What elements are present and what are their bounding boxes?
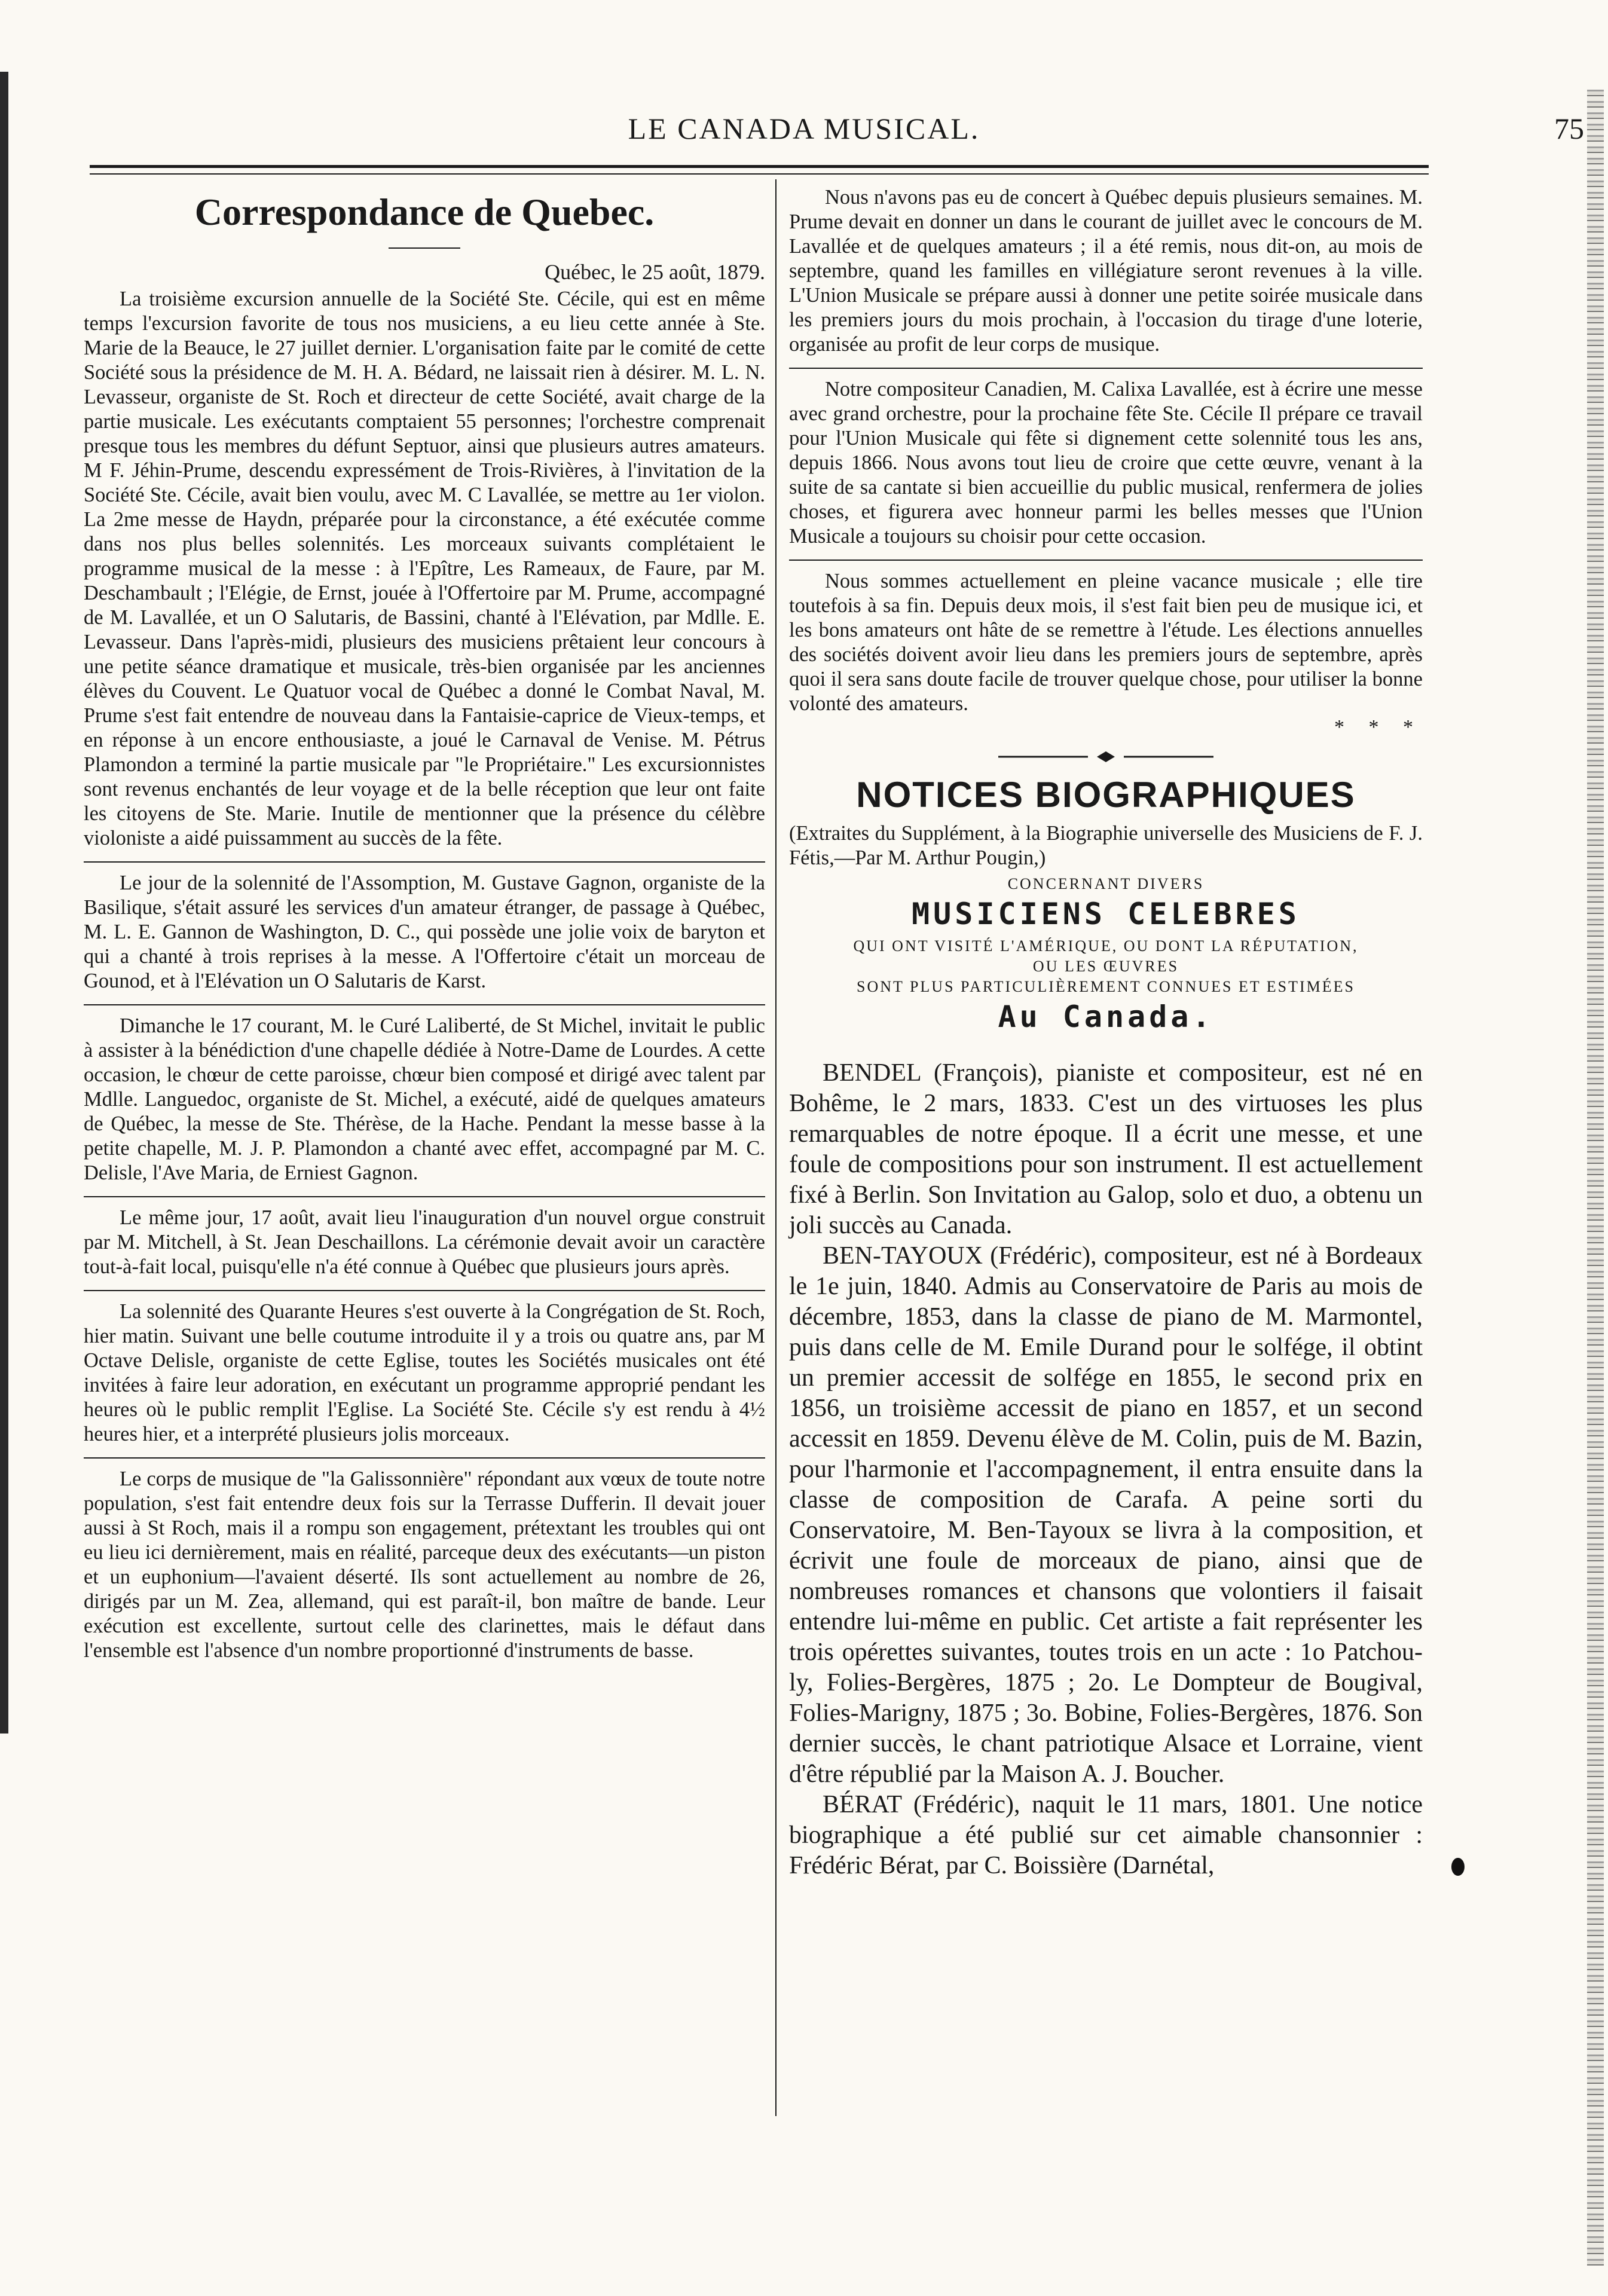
paragraph-separator: [84, 1196, 765, 1197]
paragraph-separator: [84, 1004, 765, 1005]
article-paragraph: La solennité des Quarante Heures s'est ouverte à la Congrégation de St. Roch, hier matin. Suivant une belle coutume introduite il y a trois ou quatre ans, par M Octave Delisle, organiste de cette Eglise, toutes les Sociétés musicales ont été invitées à faire leur adoration, en exécutant un programme approprié pendant les heures où le public remplit l'Eglise. La Société Ste. Cécile s'y est rendu à 4½ heures hier, et a interprété plusieurs jolis morceaux.: [84, 1300, 765, 1445]
dateline: Québec, le 25 août, 1879.: [545, 260, 765, 284]
title-underline: [389, 247, 460, 249]
bio-entry-ben-tayoux: BEN-TAYOUX (Frédéric), compositeur, est né à Bordeaux le 1e juin, 1840. Admis au Conservatoire de Paris au mois de décembre, 1853, dans la classe de piano de M. Marmontel, puis dans celle de M. Emile Durand pour le solfége, il obtint un premier accessit de solfége en 1855, le second prix en 1856, un troisième accessit de piano en 1857, et un second accessit en 1859. Devenu élève de M. Colin, puis de M. Bazin, pour l'harmonie et l'accompagnement, il entra ensuite dans la classe de composition de Carafa. A peine sorti du Conservatoire, M. Ben-Tayoux se livra à la composition, et écrivit une foule de morceaux de piano, ainsi que de nombreuses romances et chansons que volontiers il faisait entendre lui-même en public. Cet artiste a fait représenter les trois opérettes suivantes, toutes trois en un acte : 1o Patchou-ly, Folies-Bergères, 1875 ; 2o. Le Dompteur de Bougival, Folies-Marigny, 1875 ; 3o. Bobine, Folies-Bergères, 1876. Son dernier succès, le chant patriotique Alsace et Lorraine, vient d'être républié par la Maison A. J. Boucher.: [789, 1242, 1423, 1788]
article-paragraph: Le jour de la solennité de l'Assomption, M. Gustave Gagnon, organiste de la Basilique, s'était assuré les services d'un amateur étranger, de passage à Québec, M. L. E. Gannon de Washington, D. C., qui possède une jolie voix de baryton et qui a chanté à trois reprises à la messe. A l'Offertoire c'était un morceau de Gounod, et à l'Elévation un O Salutaris de Karst.: [84, 872, 765, 992]
notices-source: (Extraites du Supplément, à la Biographie universelle des Musiciens de F. J. Fétis,—Par M. Arthur Pougin,): [789, 822, 1423, 869]
header-rule-thick: [90, 165, 1429, 168]
running-title: LE CANADA MUSICAL.: [628, 112, 980, 145]
bio-entry-bendel: BENDEL (François), pianiste et compositeur, est né en Bohême, le 2 mars, 1833. C'est un des virtuoses les plus remarquables de notre époque. Il a écrit une messe, et une foule de compositions pour son instrument. Il est actuellement fixé à Berlin. Son Invitation au Galop, solo et duo, a obtenu un joli succès au Canada.: [789, 1059, 1423, 1239]
page-number: 75: [1554, 112, 1584, 145]
column-divider: [775, 179, 777, 2116]
right-column: [789, 185, 1423, 1881]
notices-title: NOTICES BIOGRAPHIQUES: [856, 775, 1356, 815]
ink-blot-icon: [1451, 1858, 1465, 1876]
notices-concernant: CONCERNANT DIVERS: [1007, 875, 1205, 892]
running-head: [0, 111, 1608, 147]
paragraph-separator: [84, 1290, 765, 1291]
article-paragraph: Le même jour, 17 août, avait lieu l'inauguration d'un nouvel orgue construit par M. Mitchell, à St. Jean Deschaillons. La cérémonie devait avoir un caractère tout-à-fait local, puisqu'elle n'a été connue à Québec que plusieurs jours après.: [84, 1206, 765, 1278]
paragraph-separator: [84, 861, 765, 863]
header-rule-thin: [90, 173, 1429, 175]
scan-right-edge: [1587, 90, 1604, 2266]
notices-musiciens-celebres: MUSICIENS CELEBRES: [912, 897, 1300, 931]
bio-entry-berat: BÉRAT (Frédéric), naquit le 11 mars, 1801. Une notice biographique a été publié sur cet aimable chansonnier : Frédéric Bérat, par C. Boissière (Darnétal,: [789, 1791, 1423, 1879]
article-paragraph: Dimanche le 17 courant, M. le Curé Laliberté, de St Michel, invitait le public à assister à la bénédiction d'une chapelle dédiée à Notre-Dame de Lourdes. A cette occasion, le chœur de cette paroisse, chœur bien composé et dirigé avec talent par Mdlle. Languedoc, organiste de St. Michel, a exécuté, aidé de quelques amateurs de Québec, la messe de Ste. Thérèse, de la Hache. Pendant la messe basse à la petite chapelle, M. J. P. Plamondon a chanté avec effet, accompagné par M. C. Delisle, l'Ave Maria, de Erniest Gagnon.: [84, 1014, 765, 1184]
paragraph-separator: [789, 368, 1423, 369]
ornament-rule-icon: [789, 750, 1423, 767]
section-stars: * * *: [1334, 716, 1423, 738]
scan-left-edge: [0, 72, 8, 1734]
article-paragraph: Nous sommes actuellement en pleine vacance musicale ; elle tire toutefois à sa fin. Depuis deux mois, il s'est fait bien peu de musique ici, et les bons amateurs ont hâte de se remettre à l'étude. Les élections annuelles des sociétés doivent avoir lieu dans les premiers jours de septembre, après quoi il sera sans doute facile de trouver quelque chose, pour utiliser la bonne volonté des amateurs.: [789, 570, 1423, 715]
section-title-correspondance: Correspondance de Quebec.: [194, 191, 655, 233]
notices-sont-plus: SONT PLUS PARTICULIÈREMENT CONNUES ET ESTIMÉES: [857, 978, 1355, 995]
paragraph-separator: [789, 560, 1423, 561]
article-paragraph: La troisième excursion annuelle de la Société Ste. Cécile, qui est en même temps l'excursion favorite de tous nos musiciens, a eu lieu cette année à Ste. Marie de la Beauce, le 27 juillet dernier. L'organisation faite par le comité de cette Société sous la présidence de M. H. A. Bédard, ne laissait rien à désirer. M. L. N. Levasseur, organiste de St. Roch et directeur de cette Société, avait charge de la partie musicale. Les exécutants comptaient 55 personnes; l'orchestre comprenait presque tous les membres du défunt Septuor, ainsi que plusieurs autres amateurs. M F. Jéhin-Prume, descendu expressément de Trois-Rivières, à l'invitation de la Société Ste. Cécile, avait bien voulu, avec M. C Lavallée, se mettre au 1er violon. La 2me messe de Haydn, préparée pour la circonstance, a été exécutée comme dans nos plus belles solennités. Les morceaux suivants complétaient le programme musical de la messe : à l'Epître, Les Rameaux, de Faure, par M. Deschambault ; l'Elégie, de Ernst, jouée à l'Offertoire par M. Prume, accompagné de M. Lavallée, et un O Salutaris, de Bassini, chanté à l'Elévation, par Mdlle. E. Levasseur. Dans l'après-midi, plusieurs des musiciens prêtaient leur concours à une petite séance dramatique et musicale, très-bien organisée par les anciennes élèves du Couvent. Le Quatuor vocal de Québec a donné le Combat Naval, M. Prume s'est fait entendre de nouveau dans la Fantaisie-caprice de Vieux-temps, et en réponse à un encore enthousiaste, a joué le Carnaval de Venise. M. Pétrus Plamondon a terminé la partie musicale par "le Propriétaire." Les excursionnistes sont revenus enchantés de leur voyage et de la belle réception que leur ont faite les citoyens de Ste. Marie. Inutile de mentionner que la présence du célèbre violoniste a aidé puissamment au succès de la fête.: [84, 288, 765, 849]
notices-qui-ont: QUI ONT VISITÉ L'AMÉRIQUE, OU DONT LA RÉPUTATION,: [853, 937, 1359, 955]
paragraph-separator: [84, 1457, 765, 1459]
article-paragraph: Nous n'avons pas eu de concert à Québec depuis plusieurs semaines. M. Prume devait en donner un dans le courant de juillet avec le concours de M. Lavallée et de quelques amateurs ; il a été remis, nous dit-on, au mois de septembre, quand les familles en villégiature seront revenues à la ville. L'Union Musicale se prépare aussi à donner une petite soirée musicale dans les premiers jours du mois prochain, à l'occasion du tirage d'une loterie, organisée au profit de leur corps de musique.: [789, 186, 1423, 356]
notices-ou-les: OU LES ŒUVRES: [1032, 958, 1179, 975]
left-column: [84, 185, 765, 1663]
notices-au-canada: Au Canada.: [998, 999, 1214, 1034]
article-paragraph: Notre compositeur Canadien, M. Calixa Lavallée, est à écrire une messe avec grand orchestre, pour la prochaine fête Ste. Cécile Il prépare ce travail pour l'Union Musicale qui fête si dignement cette solennité tous les ans, depuis 1866. Nous avons tout lieu de croire que cette œuvre, venant à la suite de sa cantate si bien accueillie du public musical, renfermera de jolies choses, et figurera avec honneur parmi les belles messes que l'Union Musicale a toujours su choisir pour cette occasion.: [789, 378, 1423, 548]
article-paragraph: Le corps de musique de "la Galissonnière" répondant aux vœux de toute notre population, s'est fait entendre deux fois sur la Terrasse Dufferin. Il devait jouer aussi à St Roch, mais il a rompu son engagement, prétextant les troubles qui ont eu lieu ici dernièrement, mais en réalité, parceque deux des exécutants—un piston et un euphonium—l'avaient déserté. Ils sont actuellement au nombre de 26, dirigés par un M. Zea, allemand, qui est paraît-il, bon maître de bande. Leur exécution est excellente, surtout celle des clarinettes, mais le défaut dans l'ensemble est l'absence d'un nombre proportionné d'instruments de basse.: [84, 1468, 765, 1662]
